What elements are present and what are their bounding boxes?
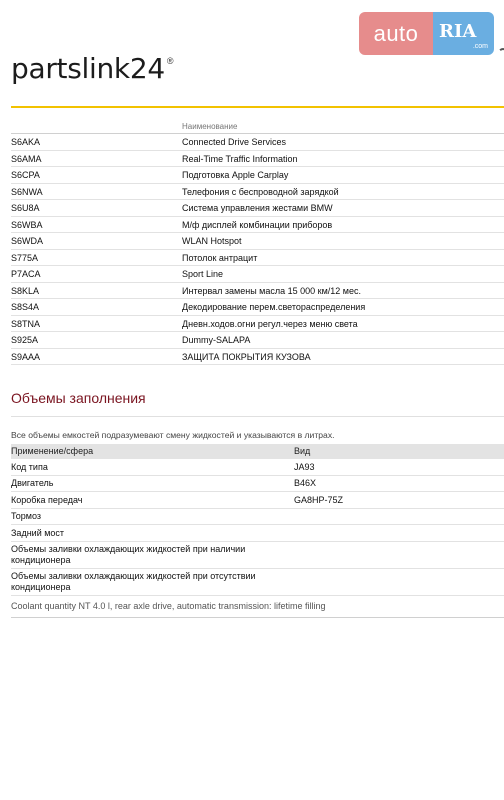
fill-label: Объемы заливки охлаждающих жидкостей при отсутствии кондиционера xyxy=(11,571,256,592)
equipment-name: Потолок антрацит xyxy=(182,252,258,263)
equipment-code: S8KLA xyxy=(11,285,40,296)
equipment-table-body xyxy=(11,134,504,365)
equipment-code: S8TNA xyxy=(11,318,41,329)
equipment-name: Connected Drive Services xyxy=(182,137,287,147)
table-row xyxy=(11,509,504,526)
header-type: Вид xyxy=(294,446,311,456)
table-row xyxy=(11,250,504,267)
table-row xyxy=(11,492,504,509)
fill-label: Коробка передач xyxy=(11,494,83,505)
equipment-name: WLAN Hotspot xyxy=(182,236,242,246)
table-row xyxy=(11,217,504,234)
equipment-code: P7ACA xyxy=(11,269,41,279)
table-row xyxy=(11,167,504,184)
equipment-code: S6U8A xyxy=(11,203,40,213)
equipment-code: S925A xyxy=(11,335,39,345)
equipment-code: S6CPA xyxy=(11,170,40,180)
fill-label: Объемы заливки охлаждающих жидкостей при наличии кондиционера xyxy=(11,544,246,565)
table-row xyxy=(11,349,504,366)
table-row xyxy=(11,332,504,349)
table-row xyxy=(11,151,504,168)
partslink24-logo xyxy=(11,52,174,94)
fill-volumes-header xyxy=(11,444,504,459)
autoria-watermark xyxy=(359,12,494,55)
equipment-name: Интервал замены масла 15 000 км/12 мес. xyxy=(182,285,361,296)
table-row xyxy=(11,184,504,201)
table-row xyxy=(11,459,504,476)
equipment-name: М/ф дисплей комбинации приборов xyxy=(182,219,333,230)
fill-volumes-table xyxy=(11,444,504,618)
table-row xyxy=(11,525,504,542)
watermark-ria-block xyxy=(433,12,494,55)
logo-text: partslink24 xyxy=(11,52,165,85)
equipment-name: Система управления жестами BMW xyxy=(182,203,333,213)
table-row xyxy=(11,266,504,283)
table-row xyxy=(11,134,504,151)
table-row xyxy=(11,233,504,250)
table-row xyxy=(11,476,504,493)
table-row xyxy=(11,200,504,217)
fill-volumes-title: Объемы заполнения xyxy=(11,390,146,406)
logo-registered-mark: ® xyxy=(166,56,174,66)
fill-value: B46X xyxy=(294,478,317,489)
equipment-name: Dummy-SALAPA xyxy=(182,335,251,345)
equipment-name: Телефония с беспроводной зарядкой xyxy=(182,186,339,197)
watermark-ria-label: RIA xyxy=(439,21,477,42)
equipment-code: S6WBA xyxy=(11,219,43,230)
equipment-name: ЗАЩИТА ПОКРЫТИЯ КУЗОВА xyxy=(182,351,311,362)
equipment-code: S6WDA xyxy=(11,236,44,246)
table-row xyxy=(11,299,504,316)
equipment-header-name: Наименование xyxy=(11,120,504,134)
fill-volumes-footnote: Coolant quantity NT 4.0 l, rear axle drive, automatic transmission: lifetime filling xyxy=(11,596,504,618)
fill-label: Тормоз xyxy=(11,511,42,522)
fill-volumes-body xyxy=(11,459,504,596)
equipment-code: S8S4A xyxy=(11,302,40,312)
equipment-code: S6AMA xyxy=(11,153,42,164)
table-row xyxy=(11,542,504,569)
fill-label: Код типа xyxy=(11,461,48,472)
table-row xyxy=(11,316,504,333)
equipment-table xyxy=(11,120,504,365)
equipment-name: Sport Line xyxy=(182,269,224,279)
watermark-domain-label: .com xyxy=(472,43,488,50)
edge-decoration xyxy=(498,48,504,78)
equipment-code: S775A xyxy=(11,252,39,263)
fill-label: Двигатель xyxy=(11,478,54,489)
fill-value: GA8HP-75Z xyxy=(294,494,344,505)
fill-volumes-divider xyxy=(11,416,504,417)
fill-value: JA93 xyxy=(294,461,315,472)
table-row xyxy=(11,569,504,596)
equipment-name: Real-Time Traffic Information xyxy=(182,153,298,164)
equipment-code: S6AKA xyxy=(11,137,41,147)
equipment-code: S9AAA xyxy=(11,351,41,362)
fill-label: Задний мост xyxy=(11,527,65,538)
fill-volumes-note: Все объемы емкостей подразумевают смену жидкостей и указываются в литрах. xyxy=(11,430,335,440)
equipment-code: S6NWA xyxy=(11,186,43,197)
watermark-auto-label: auto xyxy=(359,12,433,55)
header-divider xyxy=(11,106,504,108)
header-application: Применение/сфера xyxy=(11,446,94,456)
equipment-name: Декодирование перем.светораспределения xyxy=(182,302,366,312)
equipment-name: Дневн.ходов.огни регул.через меню света xyxy=(182,318,358,329)
table-row xyxy=(11,283,504,300)
equipment-name: Подготовка Apple Carplay xyxy=(182,170,289,180)
